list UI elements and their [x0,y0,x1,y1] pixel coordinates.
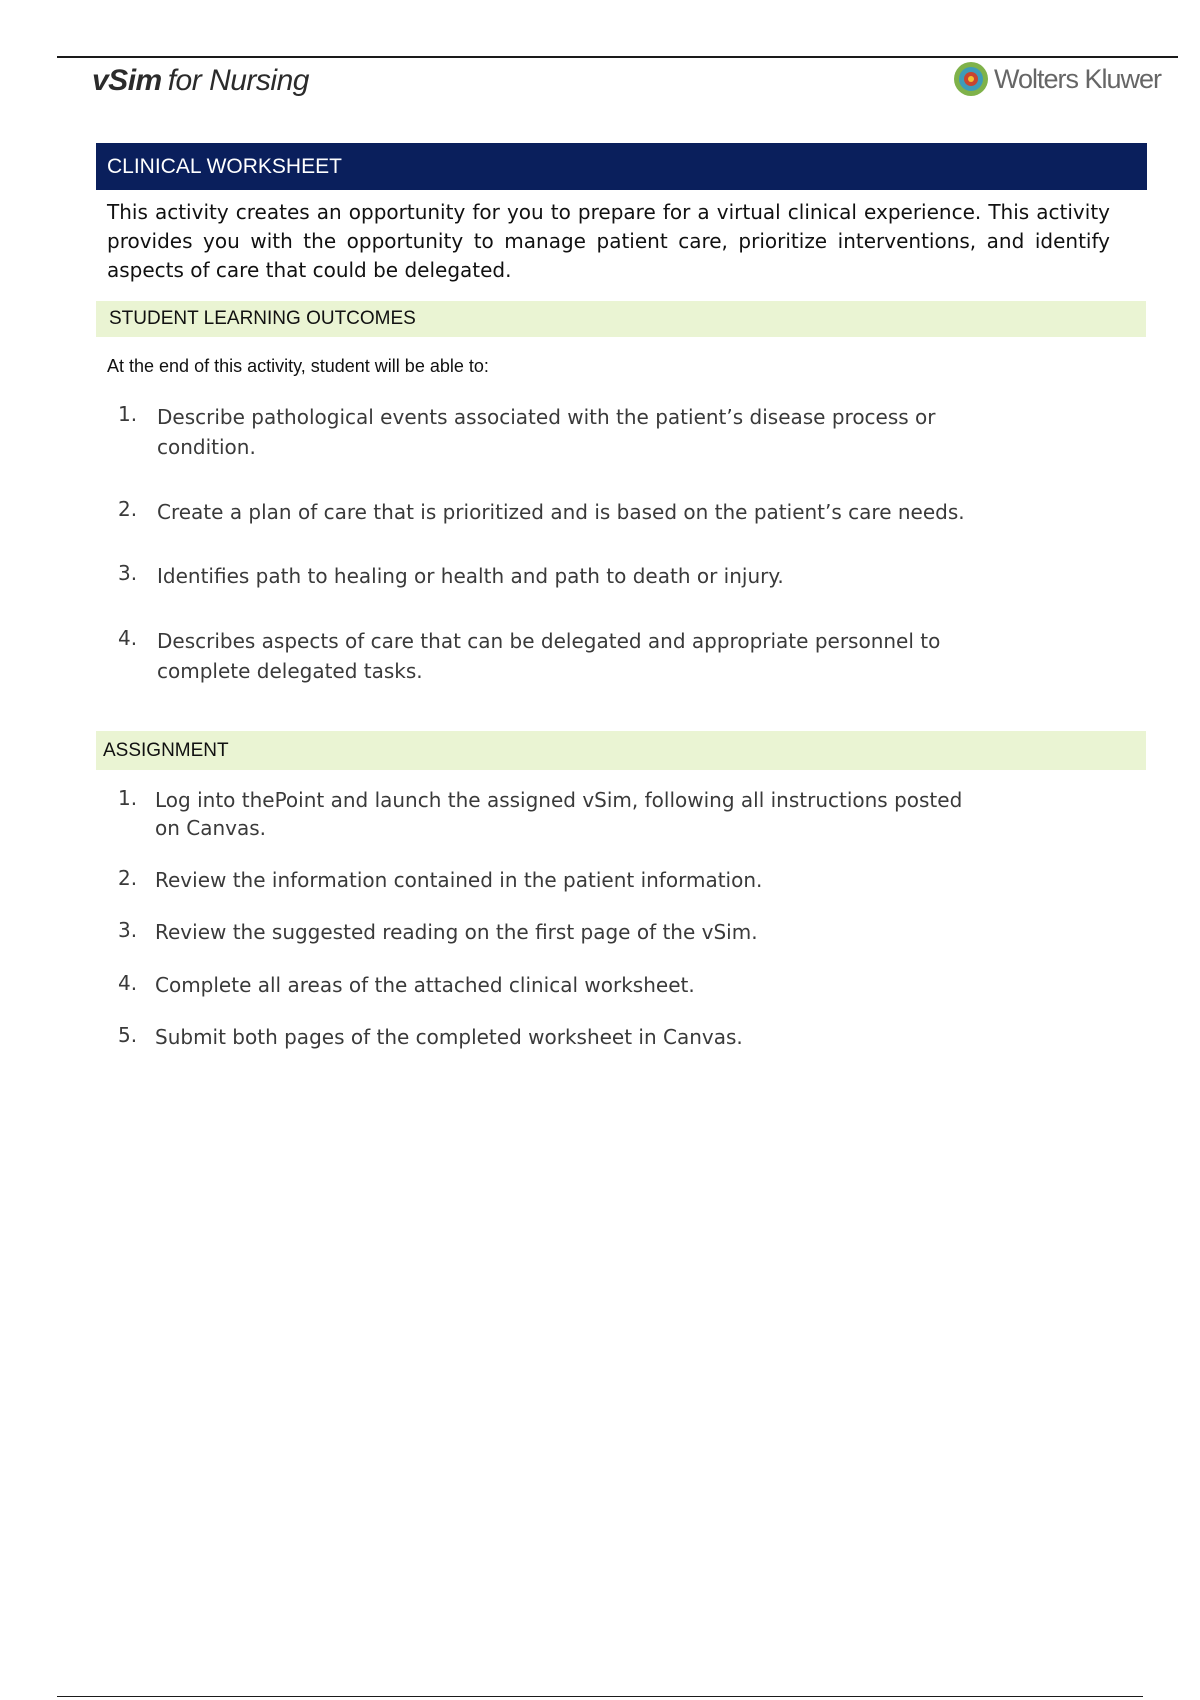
list-item [118,561,1017,591]
list-item-text: Create a plan of care that is prioritized and is based on the patient’s care needs. [157,500,965,524]
list-item-text: Submit both pages of the completed worksheet in Canvas. [155,1025,743,1049]
list-item-number: 4. [118,626,138,650]
list-item-text: Complete all areas of the attached clinical worksheet. [155,973,695,997]
list-item-number: 4. [118,971,138,995]
list-item-number: 1. [118,786,138,810]
learning-outcomes-lead-in: At the end of this activity, student will be able to: [107,356,489,376]
bottom-rule [57,1696,1143,1697]
list-item-text: Identifies path to healing or health and path to death or injury. [157,564,784,588]
intro-paragraph: This activity creates an opportunity for you to prepare for a virtual clinical experience. This activity provides you with the opportunity to manage patient care, prioritize interventions, and identify aspects of care that could be delegated. [107,200,1110,282]
list-item [118,1023,975,1051]
list-item-text: Describe pathological events associated with the patient’s disease process or condition. [157,405,936,459]
vsim-logo-mark: vSim [92,64,162,97]
list-item-number: 5. [118,1023,138,1047]
list-item-number: 2. [118,866,138,890]
list-item-text: Review the information contained in the patient information. [155,868,763,892]
top-rule [57,56,1178,58]
list-item [118,626,1017,686]
vsim-logo [92,64,309,98]
wolters-kluwer-logo [952,60,1161,98]
wolters-kluwer-wordmark: Wolters Kluwer [994,63,1162,94]
vsim-logo-subtitle: for Nursing [167,64,309,97]
list-item-text: Describes aspects of care that can be delegated and appropriate personnel to complete delegated tasks. [157,629,941,683]
list-item-number: 2. [118,497,138,521]
wolters-kluwer-emblem-icon [952,60,990,98]
list-item [118,786,975,842]
list-item-number: 1. [118,402,138,426]
list-item [118,918,975,946]
assignment-heading: ASSIGNMENT [96,731,1146,770]
list-item [118,866,975,894]
list-item [118,971,975,999]
list-item [118,402,1017,462]
clinical-worksheet-title: CLINICAL WORKSHEET [96,143,1147,190]
learning-outcomes-heading: STUDENT LEARNING OUTCOMES [96,301,1146,337]
list-item-number: 3. [118,561,138,585]
list-item-number: 3. [118,918,138,942]
list-item-text: Log into thePoint and launch the assigned vSim, following all instructions posted on Canvas. [155,788,963,840]
list-item [118,497,1017,527]
list-item-text: Review the suggested reading on the first page of the vSim. [155,920,758,944]
